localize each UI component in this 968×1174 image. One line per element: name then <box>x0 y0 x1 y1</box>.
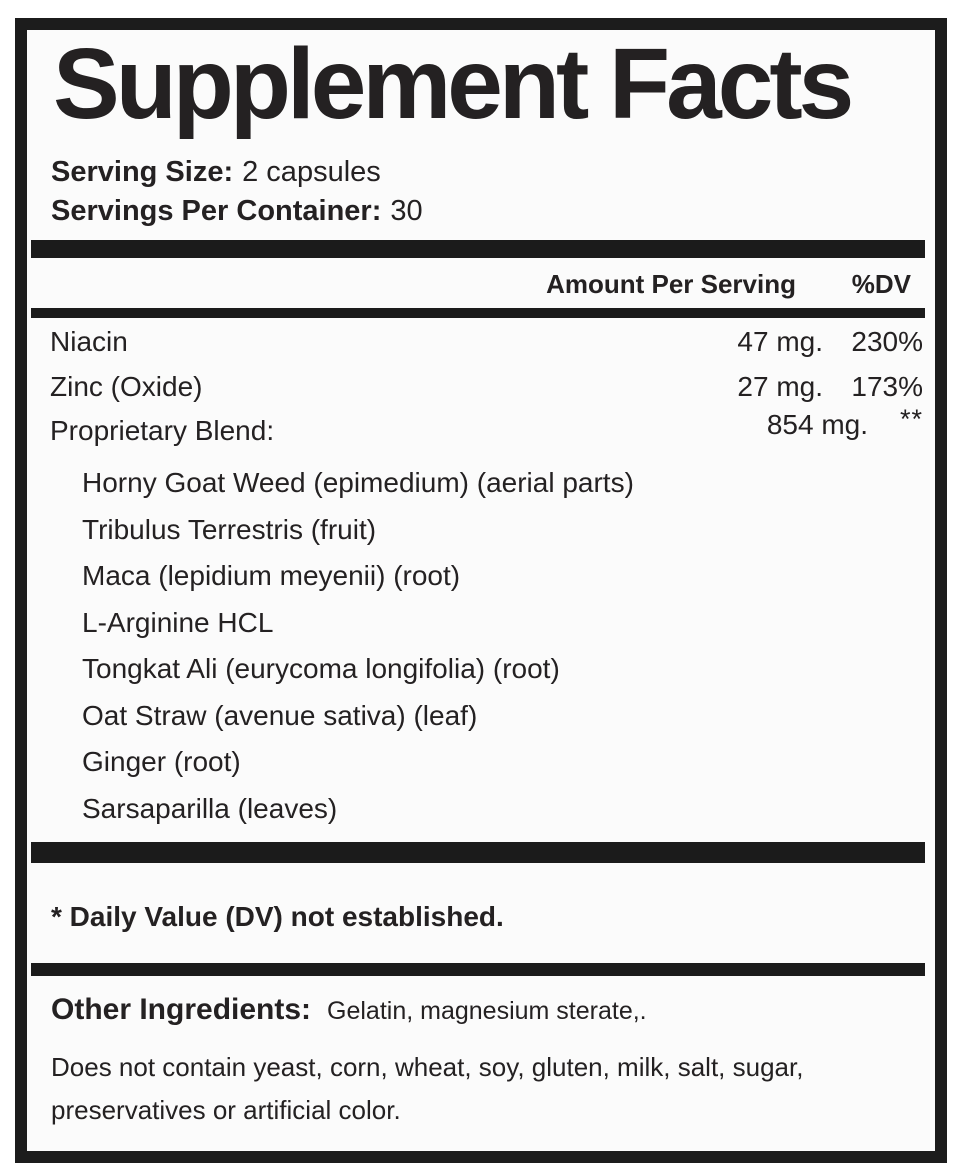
column-header-row <box>50 268 923 300</box>
nutrient-amount: 854 mg. <box>766 409 868 440</box>
blend-ingredient-list <box>82 460 634 832</box>
nutrient-dv: 230% <box>851 326 923 357</box>
servings-per-container-value: 30 <box>390 195 423 227</box>
divider-bar-thick-top <box>31 240 925 258</box>
other-ingredients-value: Gelatin, magnesium sterate,. <box>327 997 647 1025</box>
nutrient-dv: 173% <box>851 371 923 402</box>
label-frame <box>15 18 947 1163</box>
nutrient-name: Niacin <box>50 326 128 357</box>
blend-ingredient-item: Sarsaparilla (leaves) <box>82 792 338 824</box>
dv-footnote: * Daily Value (DV) not established. <box>51 901 504 932</box>
blend-ingredient-item: Tongkat Ali (eurycoma longifolia) (root) <box>82 653 560 684</box>
dv-header: %DV <box>851 269 911 299</box>
blend-ingredient-item: Oat Straw (avenue sativa) (leaf) <box>82 699 478 731</box>
disclaimer-line-2: preservatives or artificial color. <box>51 1094 401 1125</box>
nutrient-name: Zinc (Oxide) <box>50 371 203 402</box>
divider-bar-thin-bottom <box>31 963 925 976</box>
blend-ingredient-item: Horny Goat Weed (epimedium) (aerial parts) <box>82 467 634 498</box>
divider-bar-thick-bottom <box>31 842 925 863</box>
nutrient-name: Proprietary Blend: <box>50 415 275 446</box>
nutrient-row-niacin <box>50 325 923 359</box>
serving-size-value: 2 capsules <box>242 156 381 188</box>
other-ingredients-label: Other Ingredients: <box>51 993 312 1026</box>
divider-bar-thin-top <box>31 308 925 318</box>
amount-per-serving-header: Amount Per Serving <box>546 269 796 299</box>
blend-ingredient-item: Ginger (root) <box>82 746 241 777</box>
nutrient-amount: 47 mg. <box>737 326 823 357</box>
servings-per-container-row <box>51 193 423 229</box>
nutrient-row-proprietary-blend <box>50 404 923 448</box>
serving-size-label: Serving Size: <box>51 156 234 188</box>
servings-per-container-label: Servings Per Container: <box>51 195 382 227</box>
label-title: Supplement Facts <box>53 28 851 140</box>
blend-ingredient-item: Maca (lepidium meyenii) (root) <box>82 560 461 591</box>
disclaimer-line-1: Does not contain yeast, corn, wheat, soy, gluten, milk, salt, sugar, <box>51 1052 804 1082</box>
serving-size-row <box>51 154 381 190</box>
disclaimer-text <box>51 1046 803 1131</box>
blend-ingredient-item: L-Arginine HCL <box>82 606 274 638</box>
nutrient-dv: ** <box>899 404 923 434</box>
nutrient-amount: 27 mg. <box>737 371 823 402</box>
nutrient-row-zinc <box>50 370 923 404</box>
blend-ingredient-item: Tribulus Terrestris (fruit) <box>82 513 377 545</box>
other-ingredients-row <box>51 993 647 1027</box>
